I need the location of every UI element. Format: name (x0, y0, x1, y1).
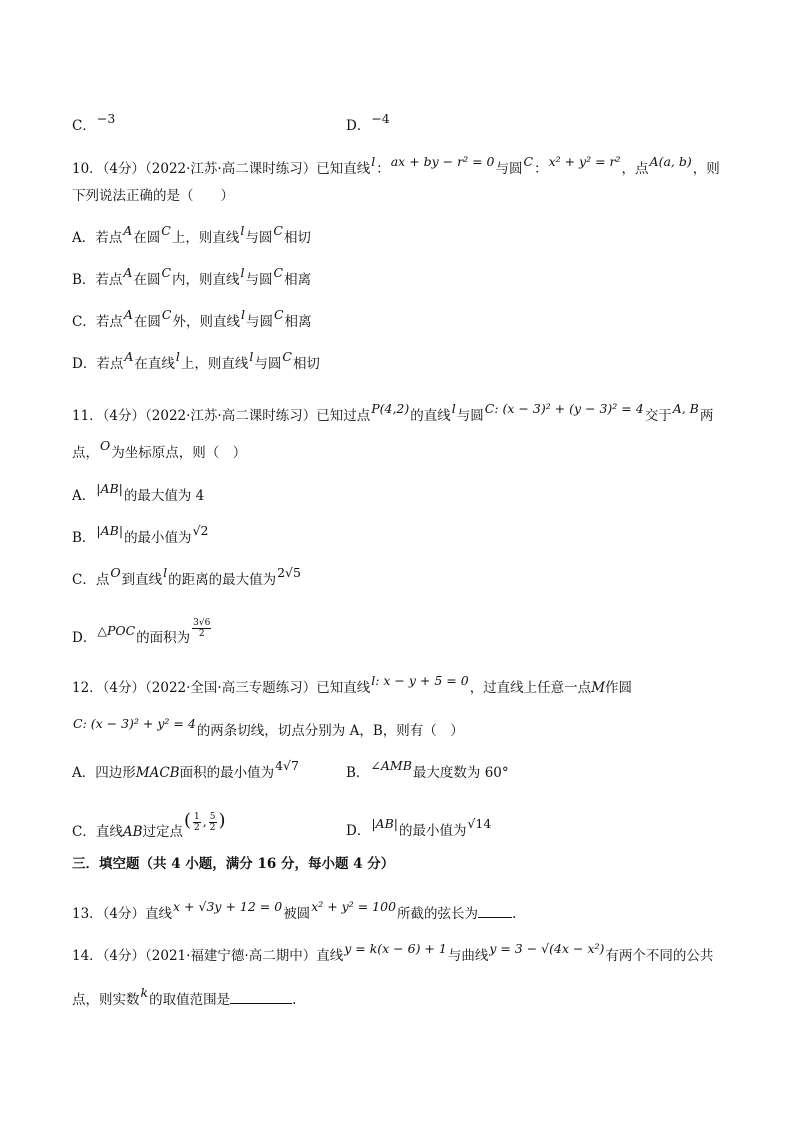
den: 2 (194, 823, 200, 833)
q11-d-fraction (192, 618, 211, 639)
math: √14 (467, 816, 492, 831)
text: 外，则直线 (172, 314, 240, 330)
text: 与圆 (245, 272, 273, 288)
q9-opt-c-label: C． (72, 118, 96, 134)
math: y = k(x − 6) + 1 (344, 941, 447, 956)
text: C．若点 (72, 314, 123, 330)
q11-lead: 11．（4分）（2022·江苏·高二课时练习）已知过点 (72, 408, 371, 424)
q10-colon2: ： (534, 161, 548, 177)
q10-option-b (72, 265, 312, 290)
text: B．若点 (72, 272, 123, 288)
math: A (124, 349, 134, 364)
q10-option-d (72, 349, 320, 374)
text: 的面积为 (136, 630, 191, 646)
math: x² + y² = 100 (311, 899, 397, 914)
text: 在直线 (134, 356, 175, 372)
math: 2√5 (277, 565, 301, 580)
q10-line-eq: ax + by − r² = 0 (390, 154, 495, 169)
text: 上，则直线 (171, 230, 240, 246)
q10-colon: ： (376, 161, 390, 177)
text: B． (72, 530, 96, 546)
q11-P: P(4,2) (371, 401, 410, 416)
q11-meet: 交于 (644, 408, 672, 424)
section-3-heading: 三．填空题（共 4 小题，满分 16 分，每小题 4 分） (72, 856, 395, 872)
q11-option-c (72, 565, 302, 590)
q11-l: l (451, 401, 456, 416)
text: 所截的弦长为 (397, 906, 479, 922)
q9-opt-d-value: −4 (371, 111, 390, 126)
text: 被圆 (283, 906, 311, 922)
q12-options-ab (72, 758, 509, 783)
text: 12．（4分）（2022·全国·高三专题练习）已知直线 (72, 680, 371, 696)
math: A (123, 223, 133, 238)
q9-options (72, 111, 390, 136)
text: M (591, 680, 606, 696)
text: 与曲线 (447, 948, 489, 964)
text: D． (72, 630, 97, 646)
text: 到直线 (121, 572, 163, 588)
num: 3√6 (193, 618, 211, 628)
text: C．直线 (72, 824, 123, 840)
q12-stem-line1 (72, 673, 633, 698)
math: l (249, 349, 254, 364)
q11-with-circle: 与圆 (456, 408, 484, 424)
den: 2 (198, 629, 205, 639)
math: C (273, 223, 283, 238)
text: D．若点 (72, 356, 124, 372)
text: 的最小值为 (124, 530, 192, 546)
text: 面积的最小值为 (179, 765, 275, 781)
math: C (273, 265, 284, 280)
text: 相离 (284, 314, 312, 330)
math: √2 (192, 523, 209, 538)
q12-stem-line2 (72, 716, 464, 741)
q14-answer-blank[interactable] (230, 989, 292, 1004)
math: |AB| (371, 816, 398, 831)
text: D． (346, 823, 371, 839)
text: 相离 (284, 272, 312, 288)
q11-stem-line2 (72, 438, 247, 463)
text: A．四边形 (72, 765, 136, 781)
text: B． (346, 765, 370, 781)
q10-option-c (72, 307, 312, 332)
num: 5 (209, 812, 216, 822)
text: 作圆 (605, 680, 633, 696)
q10-then: ，则 (692, 161, 720, 177)
q11-AB: A, B (672, 401, 699, 416)
q10-option-a (72, 223, 311, 248)
q10-point-A: A(a, b) (649, 154, 692, 169)
math: k (140, 985, 149, 1000)
text: 相切 (292, 356, 320, 372)
q11-option-b (72, 523, 209, 548)
text: . (292, 992, 297, 1008)
text: 14．（4分）（2021·福建宁德·高二期中）直线 (72, 948, 344, 964)
text: 相切 (283, 230, 311, 246)
text: 上，则直线 (180, 356, 249, 372)
text: . (512, 906, 517, 922)
q10-lead: 10．（4分）（2022·江苏·高二课时练习）已知直线 (72, 161, 371, 177)
q10-stem-line2: 下列说法正确的是（ ） (72, 188, 234, 204)
text: 过定点 (142, 824, 184, 840)
text: 在圆 (133, 272, 161, 288)
text: 点，则实数 (72, 992, 140, 1008)
math: 4√7 (275, 758, 299, 773)
math: C (282, 349, 292, 364)
q11-stem-line1 (72, 401, 714, 426)
text: 在圆 (133, 230, 161, 246)
num: 1 (194, 812, 200, 822)
math: |AB| (96, 481, 123, 496)
text: 为坐标原点，则（ ） (111, 445, 247, 461)
math: l (163, 565, 168, 580)
q10-with-circle: 与圆 (495, 161, 523, 177)
q14-stem-line1 (72, 941, 714, 966)
text: 的距离的最大值为 (168, 572, 277, 588)
math: l: x − y + 5 = 0 (371, 673, 469, 688)
den: 2 (209, 823, 216, 833)
text: 的取值范围是 (149, 992, 231, 1008)
math: l (240, 223, 245, 238)
math: C: (x − 3)² + y² = 4 (73, 716, 196, 731)
math: C (161, 223, 171, 238)
q13-stem (72, 899, 517, 924)
math: l (240, 307, 245, 322)
text: 与圆 (254, 356, 282, 372)
q11-line-text: 的直线 (410, 408, 451, 424)
q9-opt-c-value: −3 (96, 111, 116, 126)
q10-point-text: ，点 (621, 161, 649, 177)
q12-fixed-point: ( $\frac{1}{2}$ , $\frac{5}{2}$ ) (184, 810, 226, 833)
q11-circle: C: (x − 3)² + (y − 3)² = 4 (484, 401, 644, 416)
q11-two: 两 (699, 408, 714, 424)
text: 有两个不同的公共 (605, 948, 714, 964)
text: 在圆 (133, 314, 161, 330)
q13-answer-blank[interactable] (478, 903, 512, 918)
q11-option-d (72, 618, 213, 649)
text: 13．（4分）直线 (72, 906, 173, 922)
q10-circle-eq: x² + y² = r² (548, 154, 621, 169)
math: △POC (97, 623, 136, 638)
math: x + √3y + 12 = 0 (173, 899, 283, 914)
text: A．若点 (72, 230, 123, 246)
math: O (110, 565, 121, 580)
text: MACB (135, 765, 180, 781)
q10-stem-line1 (72, 154, 720, 179)
math: A (123, 307, 133, 322)
math: C (161, 307, 172, 322)
q9-opt-d-label: D． (346, 118, 371, 134)
text: 的两条切线，切点分别为 A，B，则有（ ） (196, 723, 464, 739)
math: |AB| (96, 523, 124, 538)
q14-stem-line2 (72, 985, 297, 1010)
text: 的最小值为 (398, 823, 467, 839)
math: A (123, 265, 133, 280)
q11-option-a (72, 481, 205, 506)
math: y = 3 − √(4x − x²) (489, 941, 605, 956)
q12-options-cd (72, 810, 492, 843)
text: 点， (72, 445, 99, 461)
text: A． (72, 488, 96, 504)
text: 的最大值为 4 (123, 488, 205, 504)
q10-C: C (523, 154, 534, 169)
math: l (175, 349, 180, 364)
text: 与圆 (245, 314, 273, 330)
math: C (161, 265, 172, 280)
q10-l: l (371, 154, 376, 169)
math: ∠AMB (370, 758, 412, 773)
math: C (273, 307, 284, 322)
math: l (240, 265, 245, 280)
math: O (100, 438, 111, 453)
text: 最大度数为 60° (412, 765, 509, 781)
text: C．点 (72, 572, 110, 588)
text: ，过直线上任意一点 (469, 680, 592, 696)
text: 与圆 (245, 230, 273, 246)
text: AB (122, 824, 143, 840)
text: 内，则直线 (172, 272, 240, 288)
